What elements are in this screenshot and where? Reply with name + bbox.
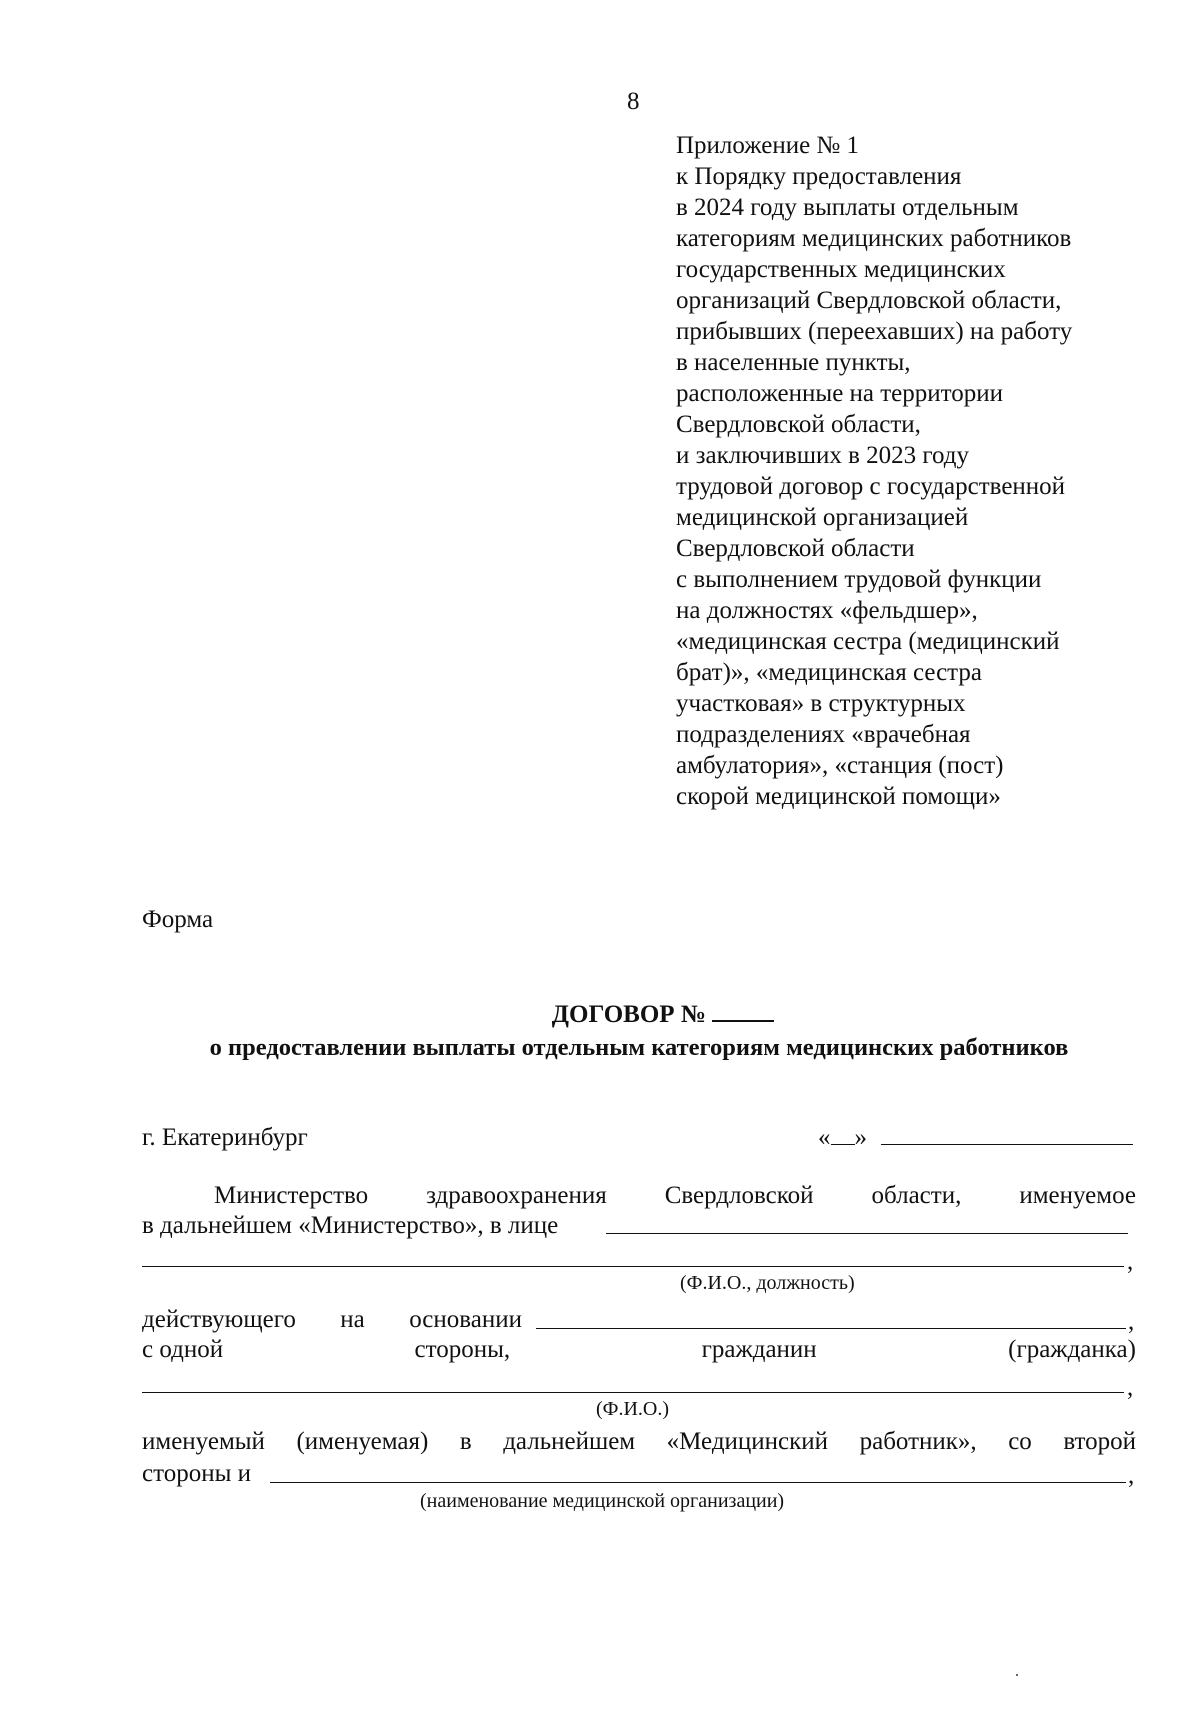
appendix-line: категориям медицинских работников	[676, 225, 1072, 252]
organization-name-field[interactable]	[270, 1482, 1126, 1483]
word: второй	[1063, 1428, 1136, 1455]
appendix-line: организаций Свердловской области,	[676, 287, 1062, 314]
appendix-line: в 2024 году выплаты отдельным	[676, 194, 1019, 221]
caption-organization: (наименование медицинской организации)	[420, 1490, 785, 1512]
word: области,	[871, 1182, 962, 1209]
appendix-line: Свердловской области	[676, 535, 915, 562]
comma: ,	[1128, 1308, 1135, 1335]
appendix-line: скорой медицинской помощи»	[676, 783, 1001, 810]
word: со	[1008, 1428, 1032, 1455]
contract-subtitle: о предоставлении выплаты отдельным категориям медицинских работников	[209, 1034, 1069, 1061]
appendix-line: расположенные на территории	[676, 380, 1004, 407]
word: именуемый	[142, 1428, 265, 1455]
comma: ,	[1127, 1248, 1134, 1275]
caption-fio-position: (Ф.И.О., должность)	[680, 1272, 855, 1294]
form-label: Форма	[142, 906, 214, 933]
basis-field[interactable]	[536, 1328, 1126, 1329]
contract-number-field[interactable]	[712, 998, 774, 1022]
word: Министерство	[214, 1182, 369, 1209]
appendix-line: амбулатория», «станция (пост)	[676, 752, 1004, 779]
representative-name-position-field[interactable]	[142, 1266, 1124, 1267]
scan-speck	[1016, 1674, 1018, 1676]
city: г. Екатеринбург	[142, 1124, 308, 1151]
word: действующего	[142, 1306, 296, 1333]
contract-title	[142, 998, 1136, 1064]
word: именуемое	[1019, 1182, 1136, 1209]
paragraph-line	[214, 1182, 1136, 1210]
word: работник»,	[859, 1428, 977, 1455]
comma: ,	[1127, 1374, 1134, 1401]
word: дальнейшем	[503, 1428, 636, 1455]
appendix-line: к Порядку предоставления	[676, 163, 962, 190]
appendix-line: участковая» в структурных	[676, 690, 966, 717]
word: (гражданка)	[1008, 1336, 1136, 1363]
page-number: 8	[627, 88, 640, 115]
word: основании	[409, 1306, 522, 1333]
word: гражданин	[701, 1336, 817, 1363]
appendix-line: в населенные пункты,	[676, 349, 911, 376]
date-day-field[interactable]	[831, 1124, 855, 1145]
word: на	[340, 1306, 365, 1333]
date-month-year-field[interactable]	[881, 1124, 1133, 1145]
appendix-header	[676, 130, 1146, 812]
word: «Медицинский	[666, 1428, 829, 1455]
word: Свердловской	[664, 1182, 814, 1209]
appendix-line: трудовой договор с государственной	[676, 473, 1066, 500]
citizen-name-field[interactable]	[142, 1392, 1124, 1393]
comma: ,	[1128, 1462, 1135, 1489]
appendix-line: брат)», «медицинская сестра	[676, 659, 982, 686]
word: с одной	[142, 1336, 224, 1363]
date-quote-open: «	[818, 1124, 831, 1151]
appendix-line: медицинской организацией	[676, 504, 969, 531]
contract-title-heading: ДОГОВОР №	[551, 1001, 706, 1028]
word: здравоохранения	[426, 1182, 607, 1209]
appendix-line: государственных медицинских	[676, 256, 1006, 283]
appendix-line: подразделениях «врачебная	[676, 721, 971, 748]
paragraph-line	[142, 1336, 1136, 1364]
word: стороны,	[414, 1336, 511, 1363]
word: (именуемая)	[296, 1428, 429, 1455]
caption-fio: (Ф.И.О.)	[596, 1398, 670, 1420]
ministry-representative-label: в дальнейшем «Министерство», в лице	[142, 1212, 559, 1239]
paragraph-line	[142, 1306, 522, 1334]
appendix-line: и заключивших в 2023 году	[676, 442, 970, 469]
appendix-line: Приложение № 1	[676, 132, 860, 159]
date-quote-close: »	[854, 1124, 867, 1151]
word: в	[459, 1428, 472, 1455]
appendix-line: «медицинская сестра (медицинский	[676, 628, 1060, 655]
appendix-line: прибывших (переехавших) на работу	[676, 318, 1073, 345]
ministry-representative-field[interactable]	[606, 1233, 1128, 1234]
organization-label: стороны и	[142, 1460, 251, 1487]
appendix-line: Свердловской области,	[676, 411, 921, 438]
appendix-line: на должностях «фельдшер»,	[676, 597, 978, 624]
appendix-line: с выполнением трудовой функции	[676, 566, 1042, 593]
paragraph-line	[142, 1428, 1136, 1456]
date-field	[818, 1124, 1133, 1152]
